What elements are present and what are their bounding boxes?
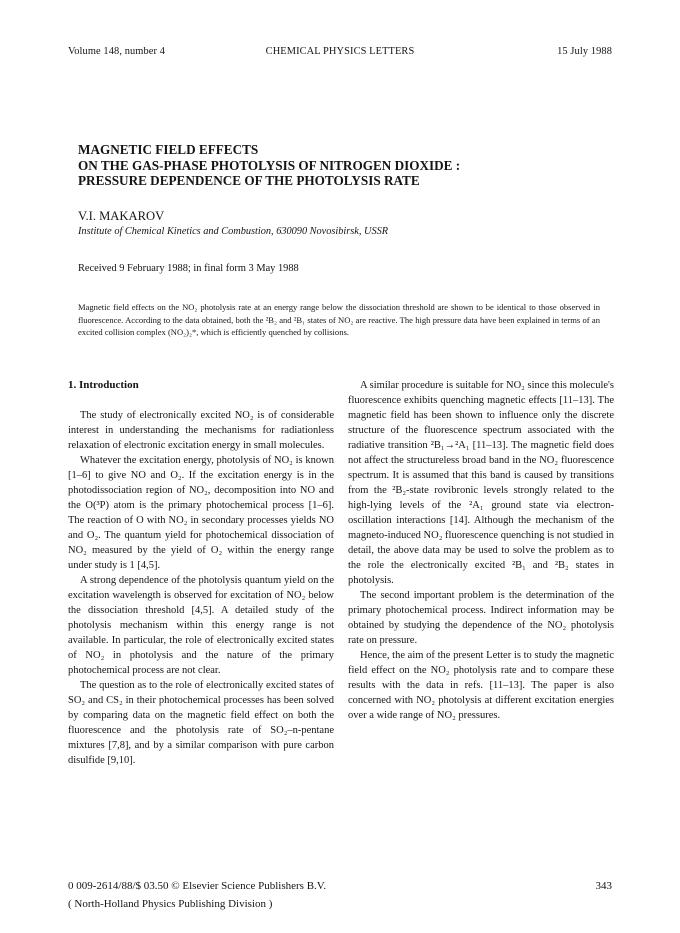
author-affiliation: Institute of Chemical Kinetics and Combustion, 630090 Novosibirsk, USSR [78,226,389,237]
paragraph: A strong dependence of the photolysis quantum yield on the excitation wavelength is observed for excitation of NO₂ below the dissociation threshold [4,5]. A detailed study of the photolysis mechanism within this energy range is not available. In particular, the role of electronically excited states of NO₂ in photolysis and the nature of the primary photochemical process are not clear. [68,575,334,676]
left-column [68,378,334,768]
received-dates: Received 9 February 1988; in final form 3 May 1988 [78,263,299,274]
paragraph: A similar procedure is suitable for NO₂ since this molecule's fluorescence exhibits quenching magnetic effects [11–13]. The magnetic field has been shown to influence only the discrete structure of the fluorescence spectrum associated with the radiative transition ²B₁→²A₁ [11–13]. The magnetic field does not affect the structureless broad band in the NO₂ fluorescence spectrum. It is assumed that this band is caused by transitions from the ²B₂-state rovibronic levels strongly related to the high-lying levels of the ²A₁ ground state via electron-oscillation interactions [14]. Although the mechanism of the magneto-induced NO₂ fluorescence quenching is not studied in detail, the above data may be used to solve the problem as to the role the electronically excited ²B₁ and ²B₂ states in photolysis. [348,380,614,586]
paragraph: The question as to the role of electronically excited states of SO₂ and CS₂ in their photochemical processes has been solved by comparing data on the magnetic field effect on both the fluorescence and the photolysis rate of SO₂–n-pentane mixtures [7,8], and by a similar comparison with pure carbon disulfide [9,10]. [68,680,334,766]
paper-title [78,142,460,189]
right-column [348,378,614,723]
paragraph: Whatever the excitation energy, photolysis of NO₂ is known [1–6] to give NO and O₂. If the excitation energy is in the photodissociation region of NO₂, decomposition into NO and the O(³P) atom is the primary photochemical process [1–6]. The reaction of O with NO₂ in secondary processes yields NO and O₂. The quantum yield for photochemical dissociation of NO₂ measured by the yield of O₂ within the energy range under study is 1 [4,5]. [68,455,334,571]
paragraph: Hence, the aim of the present Letter is to study the magnetic field effect on the NO₂ photolysis rate and to compare these results with the data in refs. [11–13]. The paper is also concerned with NO₂ photolysis at different excitation energies over a wide range of NO₂ pressures. [348,650,614,721]
issue-date: 15 July 1988 [557,46,612,57]
title-line: MAGNETIC FIELD EFFECTS [78,142,259,157]
paragraph: The study of electronically excited NO₂ is of considerable interest in understanding the mechanisms for radiationless relaxation of electronic excitation energy in small molecules. [68,410,334,451]
author-name: V.I. MAKAROV [78,209,165,223]
abstract: Magnetic field effects on the NO₂ photolysis rate at an energy range below the dissociation threshold are shown to be identical to those observed in fluorescence. According to the data obtained, both the ²B₂ and ²B₁ states of NO₂ are reactive. The high pressure data have been explained in terms of an excited collision complex (NO₂)₂*, which is efficiently quenched by collisions. [78,302,600,338]
paragraph: The second important problem is the determination of the primary photochemical process. Indirect information may be obtained by studying the dependence of the NO₂ photolysis rate on pressure. [348,590,614,646]
title-line: PRESSURE DEPENDENCE OF THE PHOTOLYSIS RATE [78,173,420,188]
section-heading: 1. Introduction [68,379,139,391]
journal-name: CHEMICAL PHYSICS LETTERS [265,46,415,57]
publisher-division: ( North-Holland Physics Publishing Division ) [68,898,273,910]
volume-number: Volume 148, number 4 [68,46,166,57]
page-number: 343 [595,880,612,892]
title-line: ON THE GAS-PHASE PHOTOLYSIS OF NITROGEN DIOXIDE : [78,157,461,173]
issn-line: 0 009-2614/88/$ 03.50 © Elsevier Science Publishers B.V. [68,880,327,892]
